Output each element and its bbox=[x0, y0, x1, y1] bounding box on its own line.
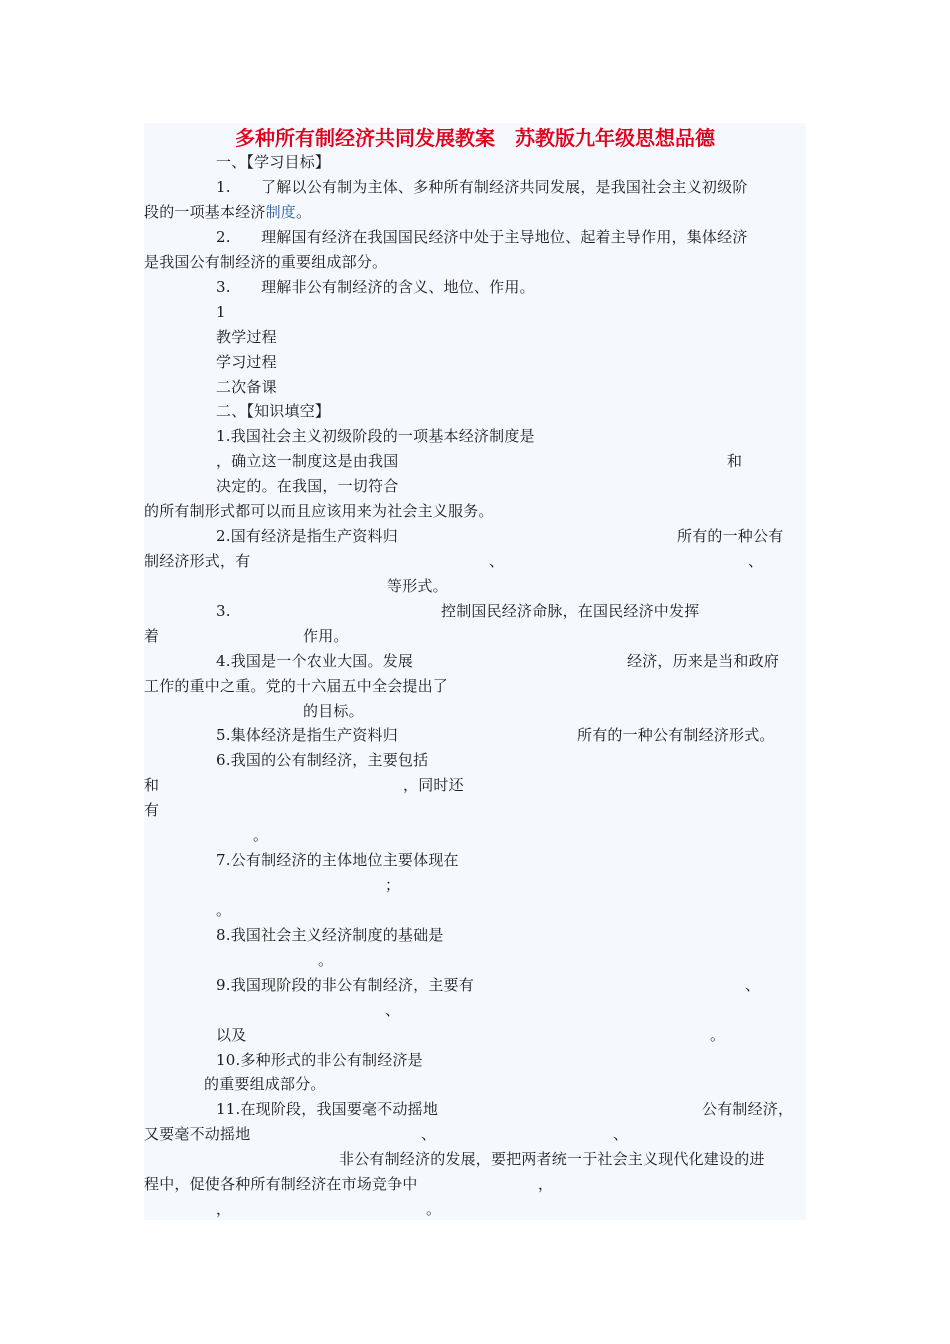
text-segment: 控制国民经济命脉，在国民经济中发挥 bbox=[441, 602, 700, 620]
text-segment: 。 bbox=[253, 826, 269, 844]
text-line bbox=[216, 476, 398, 496]
text-segment: 、 bbox=[421, 1125, 437, 1143]
text-line bbox=[216, 900, 231, 920]
text-segment: 、 bbox=[613, 1125, 629, 1143]
text-line bbox=[144, 202, 311, 222]
text-line bbox=[216, 526, 398, 546]
text-line bbox=[426, 1199, 441, 1219]
text-line bbox=[216, 401, 330, 421]
text-line bbox=[216, 426, 535, 446]
text-line bbox=[677, 526, 783, 546]
text-line bbox=[303, 701, 364, 721]
text-line bbox=[727, 451, 742, 471]
text-segment: 、 bbox=[745, 976, 761, 994]
text-line bbox=[144, 1124, 250, 1144]
text-segment: 4.我国是一个农业大国。发展 bbox=[216, 652, 414, 670]
text-segment: 着 bbox=[144, 627, 160, 645]
text-line bbox=[318, 950, 333, 970]
text-segment: ，同时还 bbox=[403, 776, 464, 794]
text-segment: 。 bbox=[426, 1200, 442, 1218]
text-line bbox=[216, 925, 444, 945]
text-line bbox=[710, 1025, 725, 1045]
text-segment: 11.在现阶段，我国要毫不动摇地 bbox=[216, 1100, 439, 1118]
text-line bbox=[385, 875, 400, 895]
text-line bbox=[216, 651, 413, 671]
text-segment: 的目标。 bbox=[303, 702, 364, 720]
text-line bbox=[144, 252, 387, 272]
text-line bbox=[387, 576, 448, 596]
text-segment: 教学过程 bbox=[216, 328, 277, 346]
text-segment: 。 bbox=[216, 901, 232, 919]
text-line bbox=[144, 676, 448, 696]
text-line bbox=[216, 1050, 423, 1070]
hyperlink-text[interactable]: 制度 bbox=[265, 203, 297, 221]
text-line bbox=[144, 800, 159, 820]
text-line bbox=[216, 177, 748, 197]
text-segment: 等形式。 bbox=[387, 577, 448, 595]
text-segment: 以及 bbox=[216, 1026, 247, 1044]
text-segment: 8.我国社会主义经济制度的基础是 bbox=[216, 926, 444, 944]
text-line bbox=[216, 1025, 246, 1045]
text-line bbox=[748, 551, 763, 571]
text-segment: 。 bbox=[710, 1026, 726, 1044]
text-segment: 决定的。在我国，一切符合 bbox=[216, 477, 399, 495]
text-line bbox=[216, 327, 277, 347]
text-line bbox=[204, 1074, 326, 1094]
text-segment: 作用。 bbox=[303, 627, 349, 645]
text-line bbox=[216, 377, 277, 397]
text-line bbox=[489, 551, 504, 571]
text-line bbox=[538, 1174, 553, 1194]
text-segment: 程中，促使各种所有制经济在市场竞争中 bbox=[144, 1175, 418, 1193]
text-segment: 2. 理解国有经济在我国国民经济中处于主导地位、起着主导作用，集体经济 bbox=[216, 228, 748, 246]
text-segment: 制经济形式，有 bbox=[144, 552, 251, 570]
text-segment: 、 bbox=[489, 552, 505, 570]
text-line bbox=[144, 626, 159, 646]
text-segment: ； bbox=[385, 876, 401, 894]
text-segment: 6.我国的公有制经济，主要包括 bbox=[216, 751, 429, 769]
text-segment: 3. bbox=[216, 602, 231, 620]
text-line bbox=[144, 551, 250, 571]
text-segment: 和 bbox=[144, 776, 160, 794]
text-line bbox=[385, 1000, 400, 1020]
text-segment: 5.集体经济是指生产资料归 bbox=[216, 726, 398, 744]
text-line bbox=[216, 302, 226, 322]
text-line bbox=[613, 1124, 628, 1144]
text-line bbox=[216, 152, 330, 172]
text-segment: 工作的重中之重。党的十六届五中全会提出了 bbox=[144, 677, 449, 695]
text-line bbox=[216, 1199, 231, 1219]
text-segment: 所有的一种公有制经济形式。 bbox=[577, 726, 775, 744]
text-segment: 二、【知识填空】 bbox=[216, 402, 331, 420]
text-segment: 经济，历来是当和政府 bbox=[627, 652, 780, 670]
text-line bbox=[216, 277, 535, 297]
text-segment: 一、【学习目标】 bbox=[216, 153, 331, 171]
text-segment: 、 bbox=[385, 1001, 401, 1019]
text-segment: 1. 了解以公有制为主体、多种所有制经济共同发展，是我国社会主义初级阶 bbox=[216, 178, 748, 196]
text-line bbox=[216, 227, 748, 247]
text-line bbox=[216, 725, 398, 745]
text-segment: 段的一项基本经济 bbox=[144, 203, 266, 221]
text-line bbox=[303, 626, 349, 646]
text-line bbox=[144, 1174, 418, 1194]
text-line bbox=[216, 352, 277, 372]
text-segment: 9.我国现阶段的非公有制经济，主要有 bbox=[216, 976, 474, 994]
text-segment: 学习过程 bbox=[216, 353, 277, 371]
text-segment: 7.公有制经济的主体地位主要体现在 bbox=[216, 851, 459, 869]
text-segment: 的所有制形式都可以而且应该用来为社会主义服务。 bbox=[144, 502, 494, 520]
text-line bbox=[627, 651, 779, 671]
text-line bbox=[216, 601, 231, 621]
text-segment: 2.国有经济是指生产资料归 bbox=[216, 527, 398, 545]
text-segment: 的重要组成部分。 bbox=[204, 1075, 326, 1093]
text-segment: 10.多种形式的非公有制经济是 bbox=[216, 1051, 423, 1069]
text-line bbox=[421, 1124, 436, 1144]
text-line bbox=[702, 1099, 793, 1119]
text-line bbox=[216, 750, 428, 770]
text-segment: 和 bbox=[727, 452, 743, 470]
text-segment: 。 bbox=[318, 951, 334, 969]
text-segment: 是我国公有制经济的重要组成部分。 bbox=[144, 253, 388, 271]
text-line bbox=[745, 975, 760, 995]
text-segment: 有 bbox=[144, 801, 160, 819]
text-line bbox=[216, 850, 459, 870]
text-line bbox=[144, 775, 159, 795]
text-segment: 1 bbox=[216, 303, 226, 321]
text-line bbox=[253, 825, 268, 845]
text-line bbox=[216, 451, 398, 471]
text-line bbox=[577, 725, 775, 745]
text-segment: ， bbox=[216, 1200, 232, 1218]
text-line bbox=[144, 501, 494, 521]
text-line bbox=[216, 1099, 438, 1119]
text-line bbox=[403, 775, 464, 795]
text-segment: 公有制经济， bbox=[702, 1100, 794, 1118]
text-line bbox=[216, 975, 474, 995]
text-segment: 1.我国社会主义初级阶段的一项基本经济制度是 bbox=[216, 427, 535, 445]
text-segment: 所有的一种公有 bbox=[677, 527, 784, 545]
text-segment: 、 bbox=[748, 552, 764, 570]
text-segment: 二次备课 bbox=[216, 378, 277, 396]
text-line bbox=[441, 601, 699, 621]
document-title: 多种所有制经济共同发展教案 苏教版九年级思想品德 bbox=[235, 126, 715, 150]
text-segment: ，确立这一制度这是由我国 bbox=[216, 452, 399, 470]
text-segment: ， bbox=[538, 1175, 554, 1193]
text-segment: 又要毫不动摇地 bbox=[144, 1125, 251, 1143]
text-segment: 。 bbox=[296, 203, 312, 221]
text-segment: 非公有制经济的发展，要把两者统一于社会主义现代化建设的进 bbox=[339, 1150, 765, 1168]
text-segment: 3. 理解非公有制经济的含义、地位、作用。 bbox=[216, 278, 535, 296]
text-line bbox=[339, 1149, 765, 1169]
